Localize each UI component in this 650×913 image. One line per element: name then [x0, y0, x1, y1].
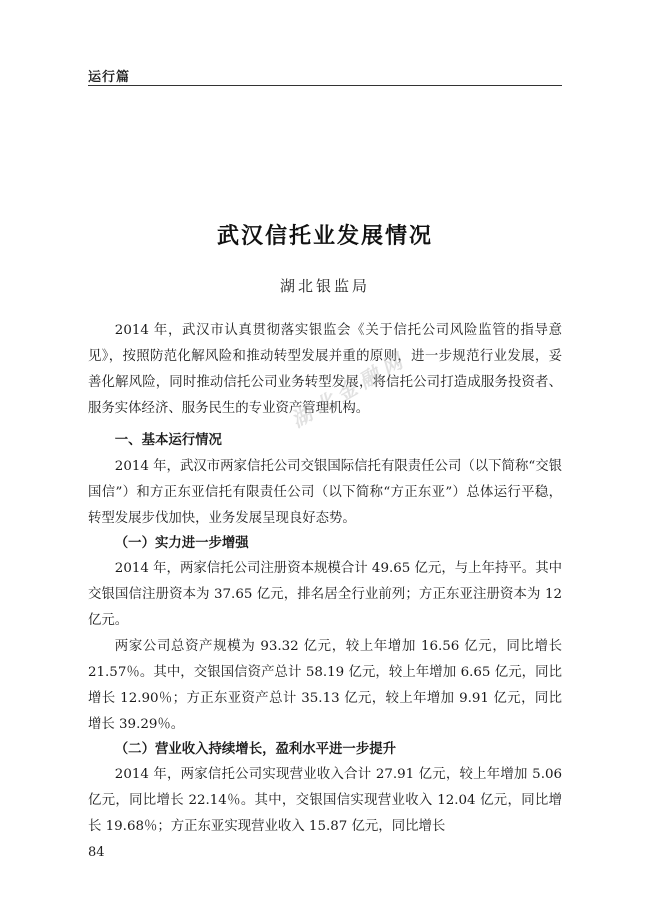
running-head: 运行篇 — [88, 70, 131, 85]
article-title: 武汉信托业发展情况 — [216, 223, 433, 249]
section-paragraph: 2014 年，武汉市两家信托公司交银国际信托有限责任公司（以下简称“交银国信”）和方正东亚信托有限责任公司（以下简称“方正东亚”）总体运行平稳，转型发展步伐加快，业务发展呈现良好态势。 — [88, 459, 562, 526]
section-heading: 一、基本运行情况 — [114, 433, 222, 448]
header-rule — [88, 85, 562, 86]
subsection-paragraph: 2014 年，两家信托公司实现营业收入合计 27.91 亿元，较上年增加 5.06亿元，同比增长 22.14％。其中，交银国信实现营业收入 12.04 亿元，同比增长 19.68％；方正东亚实现营业收入 15.87 亿元，同比增长 — [88, 767, 562, 834]
article-body — [88, 318, 562, 840]
watermark: 湖北金融网 — [287, 346, 412, 433]
subsection-paragraph: 两家公司总资产规模为 93.32 亿元，较上年增加 16.56 亿元，同比增长 21.57％。其中，交银国信资产总计 58.19 亿元，较上年增加 6.65 亿元，同比增长 12.90％；方正东亚资产总计 35.13 亿元，较上年增加 9.91 亿元，同比增长 39.29％。 — [88, 639, 562, 732]
subsection-heading: （二）营业收入持续增长，盈利水平进一步提升 — [114, 742, 396, 757]
subsection-heading: （一）实力进一步增强 — [114, 536, 249, 551]
intro-paragraph: 2014 年，武汉市认真贯彻落实银监会《关于信托公司风险监管的指导意见》，按照防范化解风险和推动转型发展并重的原则，进一步规范行业发展，妥善化解风险，同时推动信托公司业务转型发展，将信托公司打造成服务投资者、服务实体经济、服务民生的专业资产管理机构。 — [88, 323, 562, 416]
article-author: 湖北银监局 — [279, 277, 370, 295]
page-number: 84 — [88, 845, 105, 860]
subsection-paragraph: 2014 年，两家信托公司注册资本规模合计 49.65 亿元，与上年持平。其中交银国信注册资本为 37.65 亿元，排名居全行业前列；方正东亚注册资本为 12 亿元。 — [88, 561, 562, 628]
